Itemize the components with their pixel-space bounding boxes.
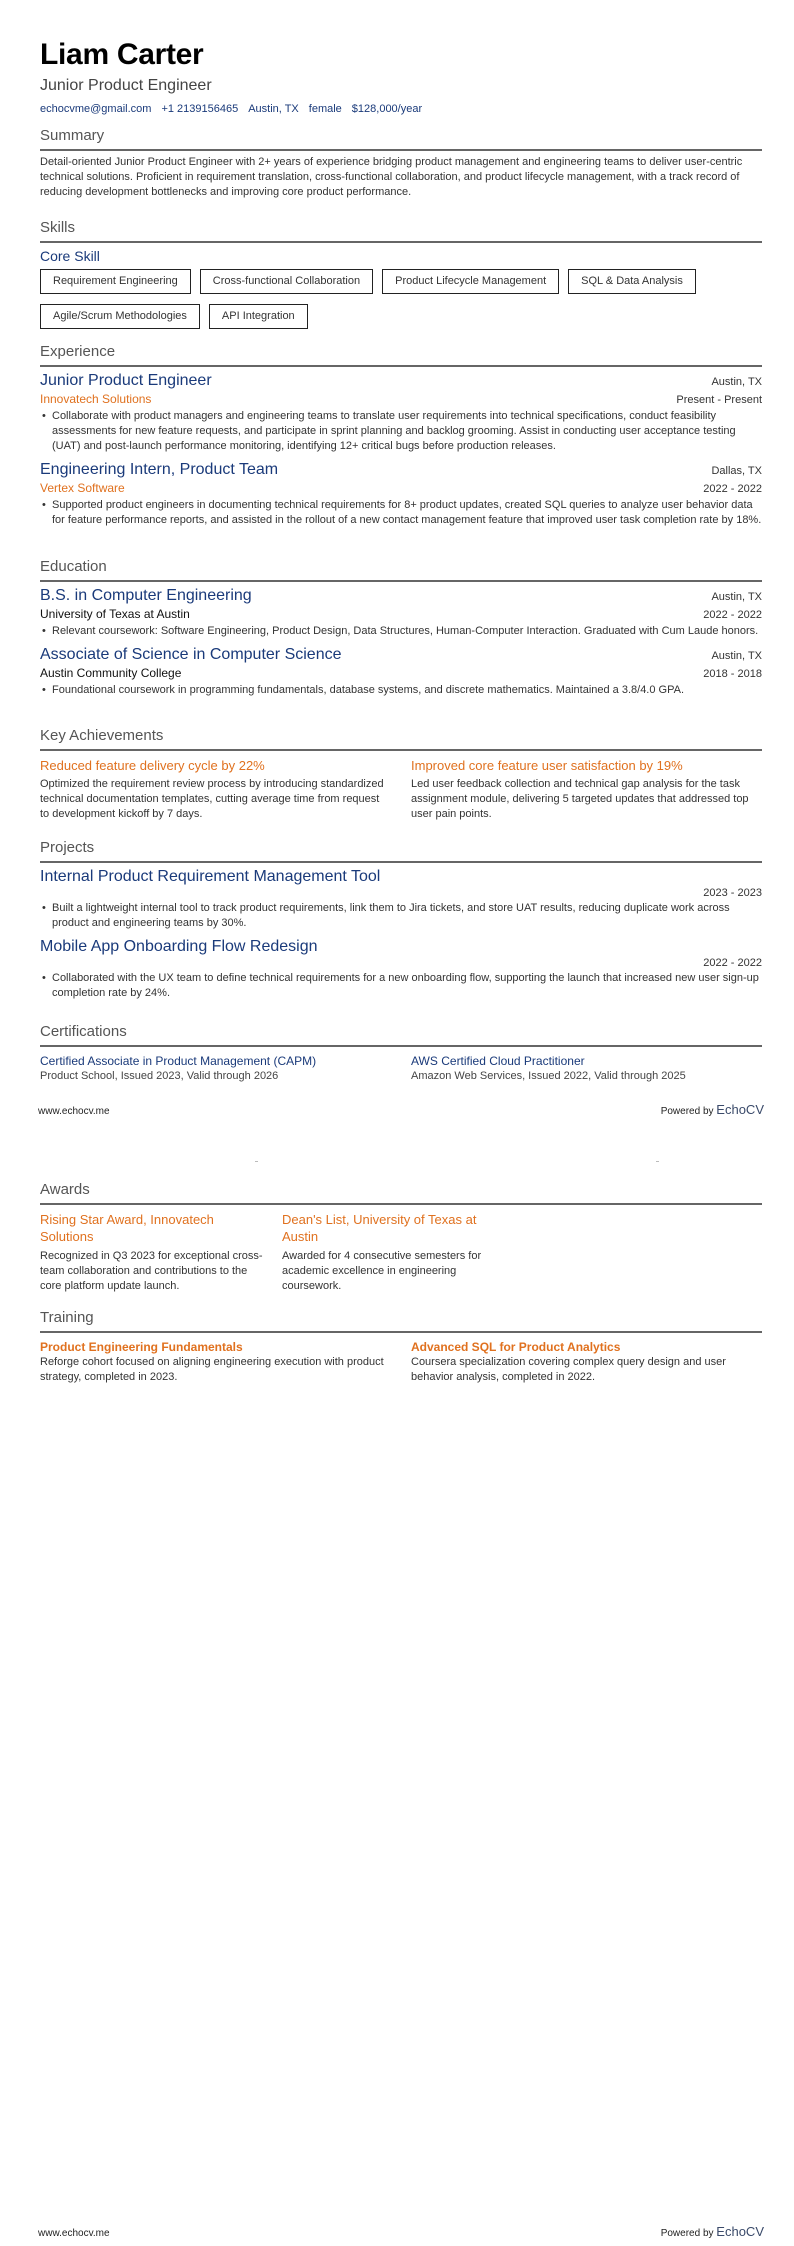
- powered-by-label: Powered by: [660, 1106, 714, 1117]
- skill-group-title: Core Skill: [40, 248, 100, 264]
- awards-section: [40, 1181, 762, 1294]
- award-desc: Recognized in Q3 2023 for exceptional cross-team collaboration and contributions to the core platform update launch.: [40, 1250, 263, 1292]
- degree-title: B.S. in Computer Engineering: [40, 587, 252, 604]
- resume-header: [40, 38, 762, 116]
- certification-item: [411, 1051, 762, 1084]
- training-item: [411, 1337, 762, 1385]
- section-heading: Experience: [40, 343, 116, 360]
- achievement-item: [40, 755, 391, 822]
- training-title: Advanced SQL for Product Analytics: [411, 1340, 621, 1354]
- project-title: Internal Product Requirement Management Tool: [40, 868, 381, 885]
- section-divider: [40, 580, 762, 582]
- certification-desc: Product School, Issued 2023, Valid through 2026: [40, 1070, 279, 1082]
- powered-by-label: Powered by: [660, 2228, 714, 2239]
- candidate-title: Junior Product Engineer: [40, 77, 212, 94]
- training-desc: Coursera specialization covering complex query design and user behavior analysis, completed in 2022.: [411, 1356, 726, 1383]
- training-section: [40, 1309, 762, 1385]
- contact-line: [40, 102, 762, 116]
- job-title: Engineering Intern, Product Team: [40, 461, 279, 478]
- brand-logo-text[interactable]: EchoCV: [716, 2224, 764, 2239]
- skill-tags: [40, 269, 762, 329]
- project-dates: 2023 - 2023: [703, 887, 762, 899]
- project-dates: 2022 - 2022: [703, 957, 762, 969]
- education-section: [40, 558, 762, 704]
- skill-tag: Agile/Scrum Methodologies: [40, 304, 200, 329]
- page-break-mark: [656, 1161, 659, 1162]
- experience-section: [40, 343, 762, 534]
- job-bullet: • Supported product engineers in documenting technical requirements for 8+ product updates, created SQL queries to analyze user behavior data for feature performance reports, and assisted in the rollout of a new contact management feature that improved user task completion rate by 18%.: [40, 498, 762, 528]
- page-footer: [38, 1102, 764, 1117]
- section-heading: Certifications: [40, 1023, 127, 1040]
- project-entry: [40, 867, 762, 931]
- section-divider: [40, 861, 762, 863]
- footer-website-link[interactable]: www.echocv.me: [38, 1106, 110, 1117]
- award-item: [282, 1209, 510, 1294]
- section-divider: [40, 149, 762, 151]
- contact-gender: female: [308, 103, 342, 115]
- education-entry: [40, 645, 762, 698]
- section-divider: [40, 1331, 762, 1333]
- project-entry: [40, 937, 762, 1001]
- section-divider: [40, 1203, 762, 1205]
- skill-tag: API Integration: [209, 304, 308, 329]
- section-heading: Awards: [40, 1181, 90, 1198]
- section-heading: Projects: [40, 839, 95, 856]
- company-name: Innovatech Solutions: [40, 392, 152, 406]
- certification-item: [40, 1051, 391, 1084]
- job-dates: 2022 - 2022: [703, 483, 762, 495]
- contact-location: Austin, TX: [248, 103, 299, 115]
- job-title: Junior Product Engineer: [40, 372, 212, 389]
- job-location: Dallas, TX: [711, 465, 762, 477]
- achievement-desc: Optimized the requirement review process by introducing standardized technical documentation templates, cutting average time from request to development kickoff by 7 days.: [40, 778, 384, 820]
- training-desc: Reforge cohort focused on aligning engineering execution with product strategy, completed in 2023.: [40, 1356, 384, 1383]
- job-bullet: • Collaborate with product managers and engineering teams to translate user requirements into technical specifications, conduct feasibility assessments for new feature requests, and participate in sprint planning and backlog grooming. Assist in conducting user acceptance testing (UAT) and post-launch performance monitoring, identifying 12+ critical bugs before production releases.: [40, 409, 762, 454]
- skill-tag: SQL & Data Analysis: [568, 269, 696, 294]
- skills-section: [40, 219, 762, 329]
- summary-text: Detail-oriented Junior Product Engineer with 2+ years of experience bridging product management and engineering teams to deliver user-centric technical solutions. Proficient in requirement translation, cross-functional collaboration, and product lifecycle management, with a track record of reducing development bottlenecks and improving core product performance.: [40, 156, 743, 198]
- project-title: Mobile App Onboarding Flow Redesign: [40, 938, 318, 955]
- achievement-title: Improved core feature user satisfaction by 19%: [411, 758, 683, 773]
- section-heading: Summary: [40, 127, 105, 144]
- job-location: Austin, TX: [711, 376, 762, 388]
- training-title: Product Engineering Fundamentals: [40, 1340, 243, 1354]
- achievement-item: [411, 755, 762, 822]
- certification-title: AWS Certified Cloud Practitioner: [411, 1054, 585, 1068]
- experience-entry: [40, 371, 762, 454]
- section-divider: [40, 365, 762, 367]
- skill-tag: Requirement Engineering: [40, 269, 191, 294]
- contact-email[interactable]: echocvme@gmail.com: [40, 103, 152, 115]
- section-divider: [40, 749, 762, 751]
- education-dates: 2018 - 2018: [703, 668, 762, 680]
- certifications-section: [40, 1023, 762, 1084]
- award-title: Dean's List, University of Texas at Austin: [282, 1212, 477, 1244]
- project-bullet: • Built a lightweight internal tool to track product requirements, link them to Jira tickets, and store UAT results, reducing duplicate work across product and engineering teams by 30%.: [40, 901, 762, 931]
- achievements-section: [40, 727, 762, 822]
- award-item: [40, 1209, 268, 1294]
- projects-section: [40, 839, 762, 1007]
- education-entry: [40, 586, 762, 639]
- job-dates: Present - Present: [676, 394, 762, 406]
- summary-section: [40, 127, 762, 200]
- school-location: Austin, TX: [711, 650, 762, 662]
- education-dates: 2022 - 2022: [703, 609, 762, 621]
- project-bullet: • Collaborated with the UX team to define technical requirements for a new onboarding flow, supporting the launch that increased new user sign-up completion rate by 24%.: [40, 971, 762, 1001]
- page-break-mark: [255, 1161, 258, 1162]
- certification-desc: Amazon Web Services, Issued 2022, Valid through 2025: [411, 1070, 686, 1082]
- brand-logo-text[interactable]: EchoCV: [716, 1102, 764, 1117]
- company-name: Vertex Software: [40, 481, 125, 495]
- school-name: University of Texas at Austin: [40, 607, 190, 621]
- award-desc: Awarded for 4 consecutive semesters for academic excellence in engineering coursework.: [282, 1250, 482, 1292]
- school-location: Austin, TX: [711, 591, 762, 603]
- section-heading: Key Achievements: [40, 727, 164, 744]
- footer-powered-by: [661, 1102, 764, 1117]
- school-name: Austin Community College: [40, 666, 182, 680]
- award-title: Rising Star Award, Innovatech Solutions: [40, 1212, 214, 1244]
- section-heading: Training: [40, 1309, 94, 1326]
- footer-powered-by: [661, 2224, 764, 2239]
- page-footer: [38, 2224, 764, 2239]
- education-bullet: • Foundational coursework in programming fundamentals, database systems, and discrete mathematics. Maintained a 3.8/4.0 GPA.: [40, 683, 762, 698]
- experience-entry: [40, 460, 762, 528]
- training-item: [40, 1337, 391, 1385]
- achievement-title: Reduced feature delivery cycle by 22%: [40, 758, 265, 773]
- education-bullet: • Relevant coursework: Software Engineering, Product Design, Data Structures, Human-Computer Interaction. Graduated with Cum Laude honors.: [40, 624, 762, 639]
- achievement-desc: Led user feedback collection and technical gap analysis for the task assignment module, delivering 5 targeted updates that addressed top user pain points.: [411, 778, 749, 820]
- section-heading: Skills: [40, 219, 76, 236]
- contact-phone[interactable]: +1 2139156465: [161, 103, 239, 115]
- degree-title: Associate of Science in Computer Science: [40, 646, 342, 663]
- candidate-name: Liam Carter: [40, 38, 204, 71]
- contact-salary: $128,000/year: [351, 103, 423, 115]
- section-divider: [40, 1045, 762, 1047]
- skill-tag: Product Lifecycle Management: [382, 269, 559, 294]
- section-heading: Education: [40, 558, 107, 575]
- section-divider: [40, 241, 762, 243]
- certification-title: Certified Associate in Product Management (CAPM): [40, 1054, 317, 1068]
- footer-website-link[interactable]: www.echocv.me: [38, 2228, 110, 2239]
- skill-tag: Cross-functional Collaboration: [200, 269, 373, 294]
